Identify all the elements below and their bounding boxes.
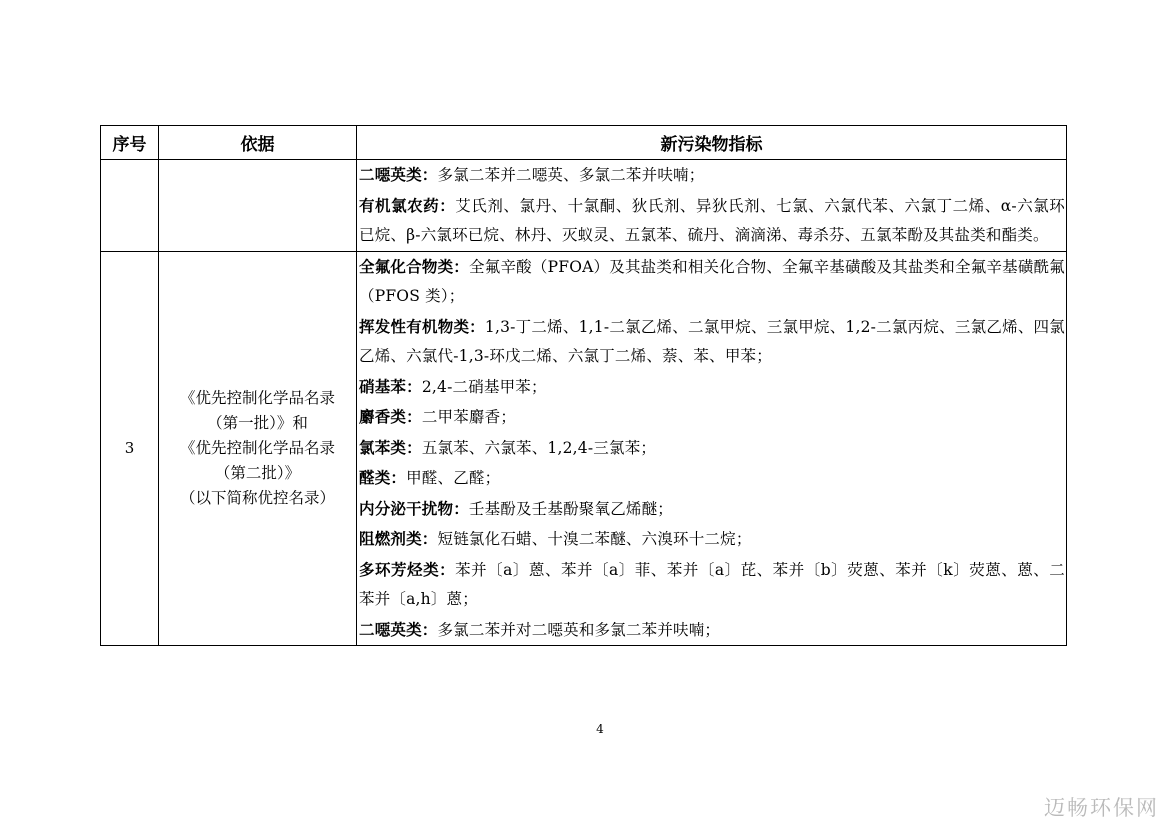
indicator-entry (359, 402, 1065, 433)
header-basis: 依据 (159, 126, 357, 160)
table-row (101, 251, 1067, 646)
indicator-entry (359, 433, 1065, 464)
indicator-label: 醛类： (359, 468, 407, 487)
indicator-text: 苯并〔a〕蒽、苯并〔a〕菲、苯并〔a〕芘、苯并〔b〕荧蒽、苯并〔k〕荧蒽、蒽、二苯并〔a,h〕蒽； (359, 560, 1065, 608)
row-indicators (357, 251, 1067, 646)
indicator-label: 二噁英类： (359, 619, 438, 639)
basis-line: 《优先控制化学品名录 (179, 438, 335, 457)
basis-line: （第一批）》和 (207, 413, 308, 432)
indicator-text: 短链氯化石蜡、十溴二苯醚、六溴环十二烷； (437, 530, 752, 548)
basis-line: 《优先控制化学品名录 (179, 388, 335, 407)
row-index: 3 (101, 251, 159, 646)
indicator-text: 1,3-丁二烯、1,1-二氯乙烯、二氯甲烷、三氯甲烷、1,2-二氯丙烷、三氯乙烯、四氯乙烯、六氯代-1,3-环戊二烯、六氯丁二烯、萘、苯、甲苯； (359, 317, 1065, 365)
indicator-entry (359, 312, 1065, 372)
indicator-entry (359, 615, 1065, 646)
indicator-entry (359, 191, 1065, 251)
indicator-label: 挥发性有机物类： (359, 316, 485, 336)
indicator-text: 五氯苯、六氯苯、1,2,4-三氯苯； (421, 438, 657, 457)
row-indicators (357, 160, 1067, 252)
indicator-text: 多氯二苯并二噁英、多氯二苯并呋喃； (437, 166, 705, 184)
indicator-table (100, 125, 1067, 646)
indicator-text: 甲醛、乙醛； (406, 469, 501, 487)
indicator-label: 氯苯类： (359, 437, 422, 457)
indicator-label: 全氟化合物类： (359, 256, 470, 276)
indicator-entry (359, 252, 1065, 312)
indicator-text: 壬基酚及壬基酚聚氧乙烯醚； (468, 499, 674, 518)
indicator-entry (359, 372, 1065, 403)
indicator-label: 内分泌干扰物： (359, 498, 469, 518)
indicator-entry (359, 160, 1065, 191)
indicator-label: 二噁英类： (359, 165, 438, 184)
header-index: 序号 (101, 126, 159, 160)
page-number: 4 (596, 722, 604, 736)
indicator-text: 多氯二苯并对二噁英和多氯二苯并呋喃； (437, 620, 721, 639)
indicator-label: 有机氯农药： (359, 195, 456, 215)
indicator-label: 硝基苯： (359, 376, 422, 396)
row-basis (159, 251, 357, 646)
basis-line: （以下简称优控名录） (179, 488, 335, 507)
row-basis (159, 160, 357, 252)
indicator-label: 麝香类： (359, 407, 422, 426)
indicator-entry (359, 524, 1065, 555)
basis-line: （第二批）》 (214, 463, 301, 482)
indicator-label: 多环芳烃类： (359, 559, 456, 579)
header-indicators: 新污染物指标 (357, 126, 1067, 160)
indicator-entry (359, 494, 1065, 525)
table-row (101, 160, 1067, 252)
indicator-text: 艾氏剂、氯丹、十氯酮、狄氏剂、异狄氏剂、七氯、六氯代苯、六氯丁二烯、α-六氯环已烷、β-六氯环已烷、林丹、灭蚁灵、五氯苯、硫丹、滴滴涕、毒杀芬、五氯苯酚及其盐类和酯类。 (359, 196, 1065, 244)
indicator-text: 2,4-二硝基甲苯； (421, 377, 547, 396)
row-index (101, 160, 159, 252)
site-watermark: 迈畅环保网 (1044, 796, 1159, 820)
indicator-text: 全氟辛酸（PFOA）及其盐类和相关化合物、全氟辛基磺酸及其盐类和全氟辛基磺酰氟（PFOS 类）； (359, 257, 1066, 305)
indicator-entry (359, 463, 1065, 494)
indicator-text: 二甲苯麝香； (421, 408, 517, 426)
indicator-label: 阻燃剂类： (359, 529, 438, 548)
table-header-row (101, 126, 1067, 160)
indicator-entry (359, 555, 1065, 615)
